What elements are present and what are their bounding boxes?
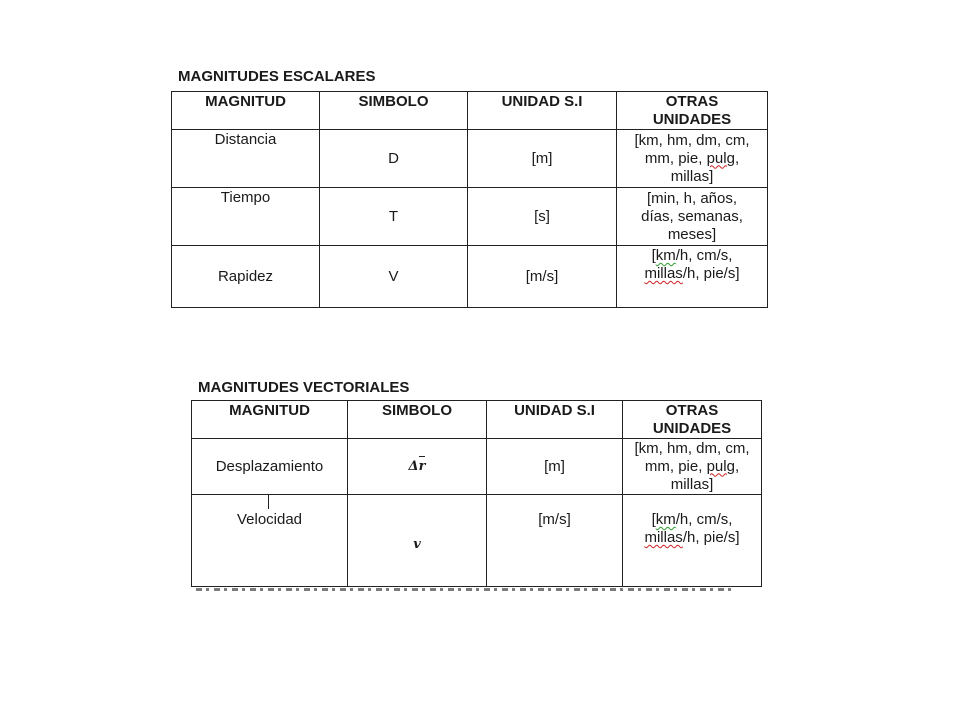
- vectoriales-table: [191, 400, 762, 587]
- magnitud-cell: Tiempo: [172, 188, 320, 246]
- table-row: [172, 188, 768, 246]
- stray-tick-mark: [268, 495, 269, 509]
- otras-cell: [km, hm, dm, cm, mm, pie, pulg, millas]: [623, 439, 762, 495]
- unidad-cell: [s]: [468, 188, 617, 246]
- header-unidad: UNIDAD S.I: [468, 92, 617, 130]
- magnitud-cell: Distancia: [172, 130, 320, 188]
- simbolo-cell: T: [320, 188, 468, 246]
- header-otras: OTRAS UNIDADES: [623, 401, 762, 439]
- magnitud-cell: Rapidez: [172, 246, 320, 308]
- header-unidad: UNIDAD S.I: [487, 401, 623, 439]
- v-vector-symbol: v: [413, 537, 421, 552]
- header-otras: OTRAS UNIDADES: [617, 92, 768, 130]
- otras-cell: [km/h, cm/s, millas/h, pie/s]: [623, 495, 762, 587]
- vectoriales-header-row: [192, 401, 762, 439]
- simbolo-cell: [348, 495, 487, 587]
- header-simbolo: SIMBOLO: [320, 92, 468, 130]
- simbolo-cell: D: [320, 130, 468, 188]
- table-row: [192, 439, 762, 495]
- header-magnitud: MAGNITUD: [192, 401, 348, 439]
- cropped-text-remnant: [196, 588, 736, 591]
- otras-cell: [min, h, años, días, semanas, meses]: [617, 188, 768, 246]
- unidad-cell: [m/s]: [487, 495, 623, 587]
- otras-cell: [km, hm, dm, cm, mm, pie, pulg, millas]: [617, 130, 768, 188]
- header-magnitud: MAGNITUD: [172, 92, 320, 130]
- header-simbolo: SIMBOLO: [348, 401, 487, 439]
- table-row: [192, 495, 762, 587]
- unidad-cell: [m]: [468, 130, 617, 188]
- table-row: [172, 246, 768, 308]
- escalares-title: MAGNITUDES ESCALARES: [178, 68, 376, 85]
- table-row: [172, 130, 768, 188]
- otras-cell: [km/h, cm/s, millas/h, pie/s]: [617, 246, 768, 308]
- unidad-cell: [m/s]: [468, 246, 617, 308]
- delta-r-vector-symbol: Δr: [408, 459, 426, 474]
- escalares-table: [171, 91, 768, 308]
- magnitud-cell: Velocidad: [192, 495, 348, 587]
- escalares-header-row: [172, 92, 768, 130]
- simbolo-cell: [348, 439, 487, 495]
- simbolo-cell: V: [320, 246, 468, 308]
- vectoriales-title: MAGNITUDES VECTORIALES: [198, 379, 410, 396]
- magnitud-cell: Desplazamiento: [192, 439, 348, 495]
- unidad-cell: [m]: [487, 439, 623, 495]
